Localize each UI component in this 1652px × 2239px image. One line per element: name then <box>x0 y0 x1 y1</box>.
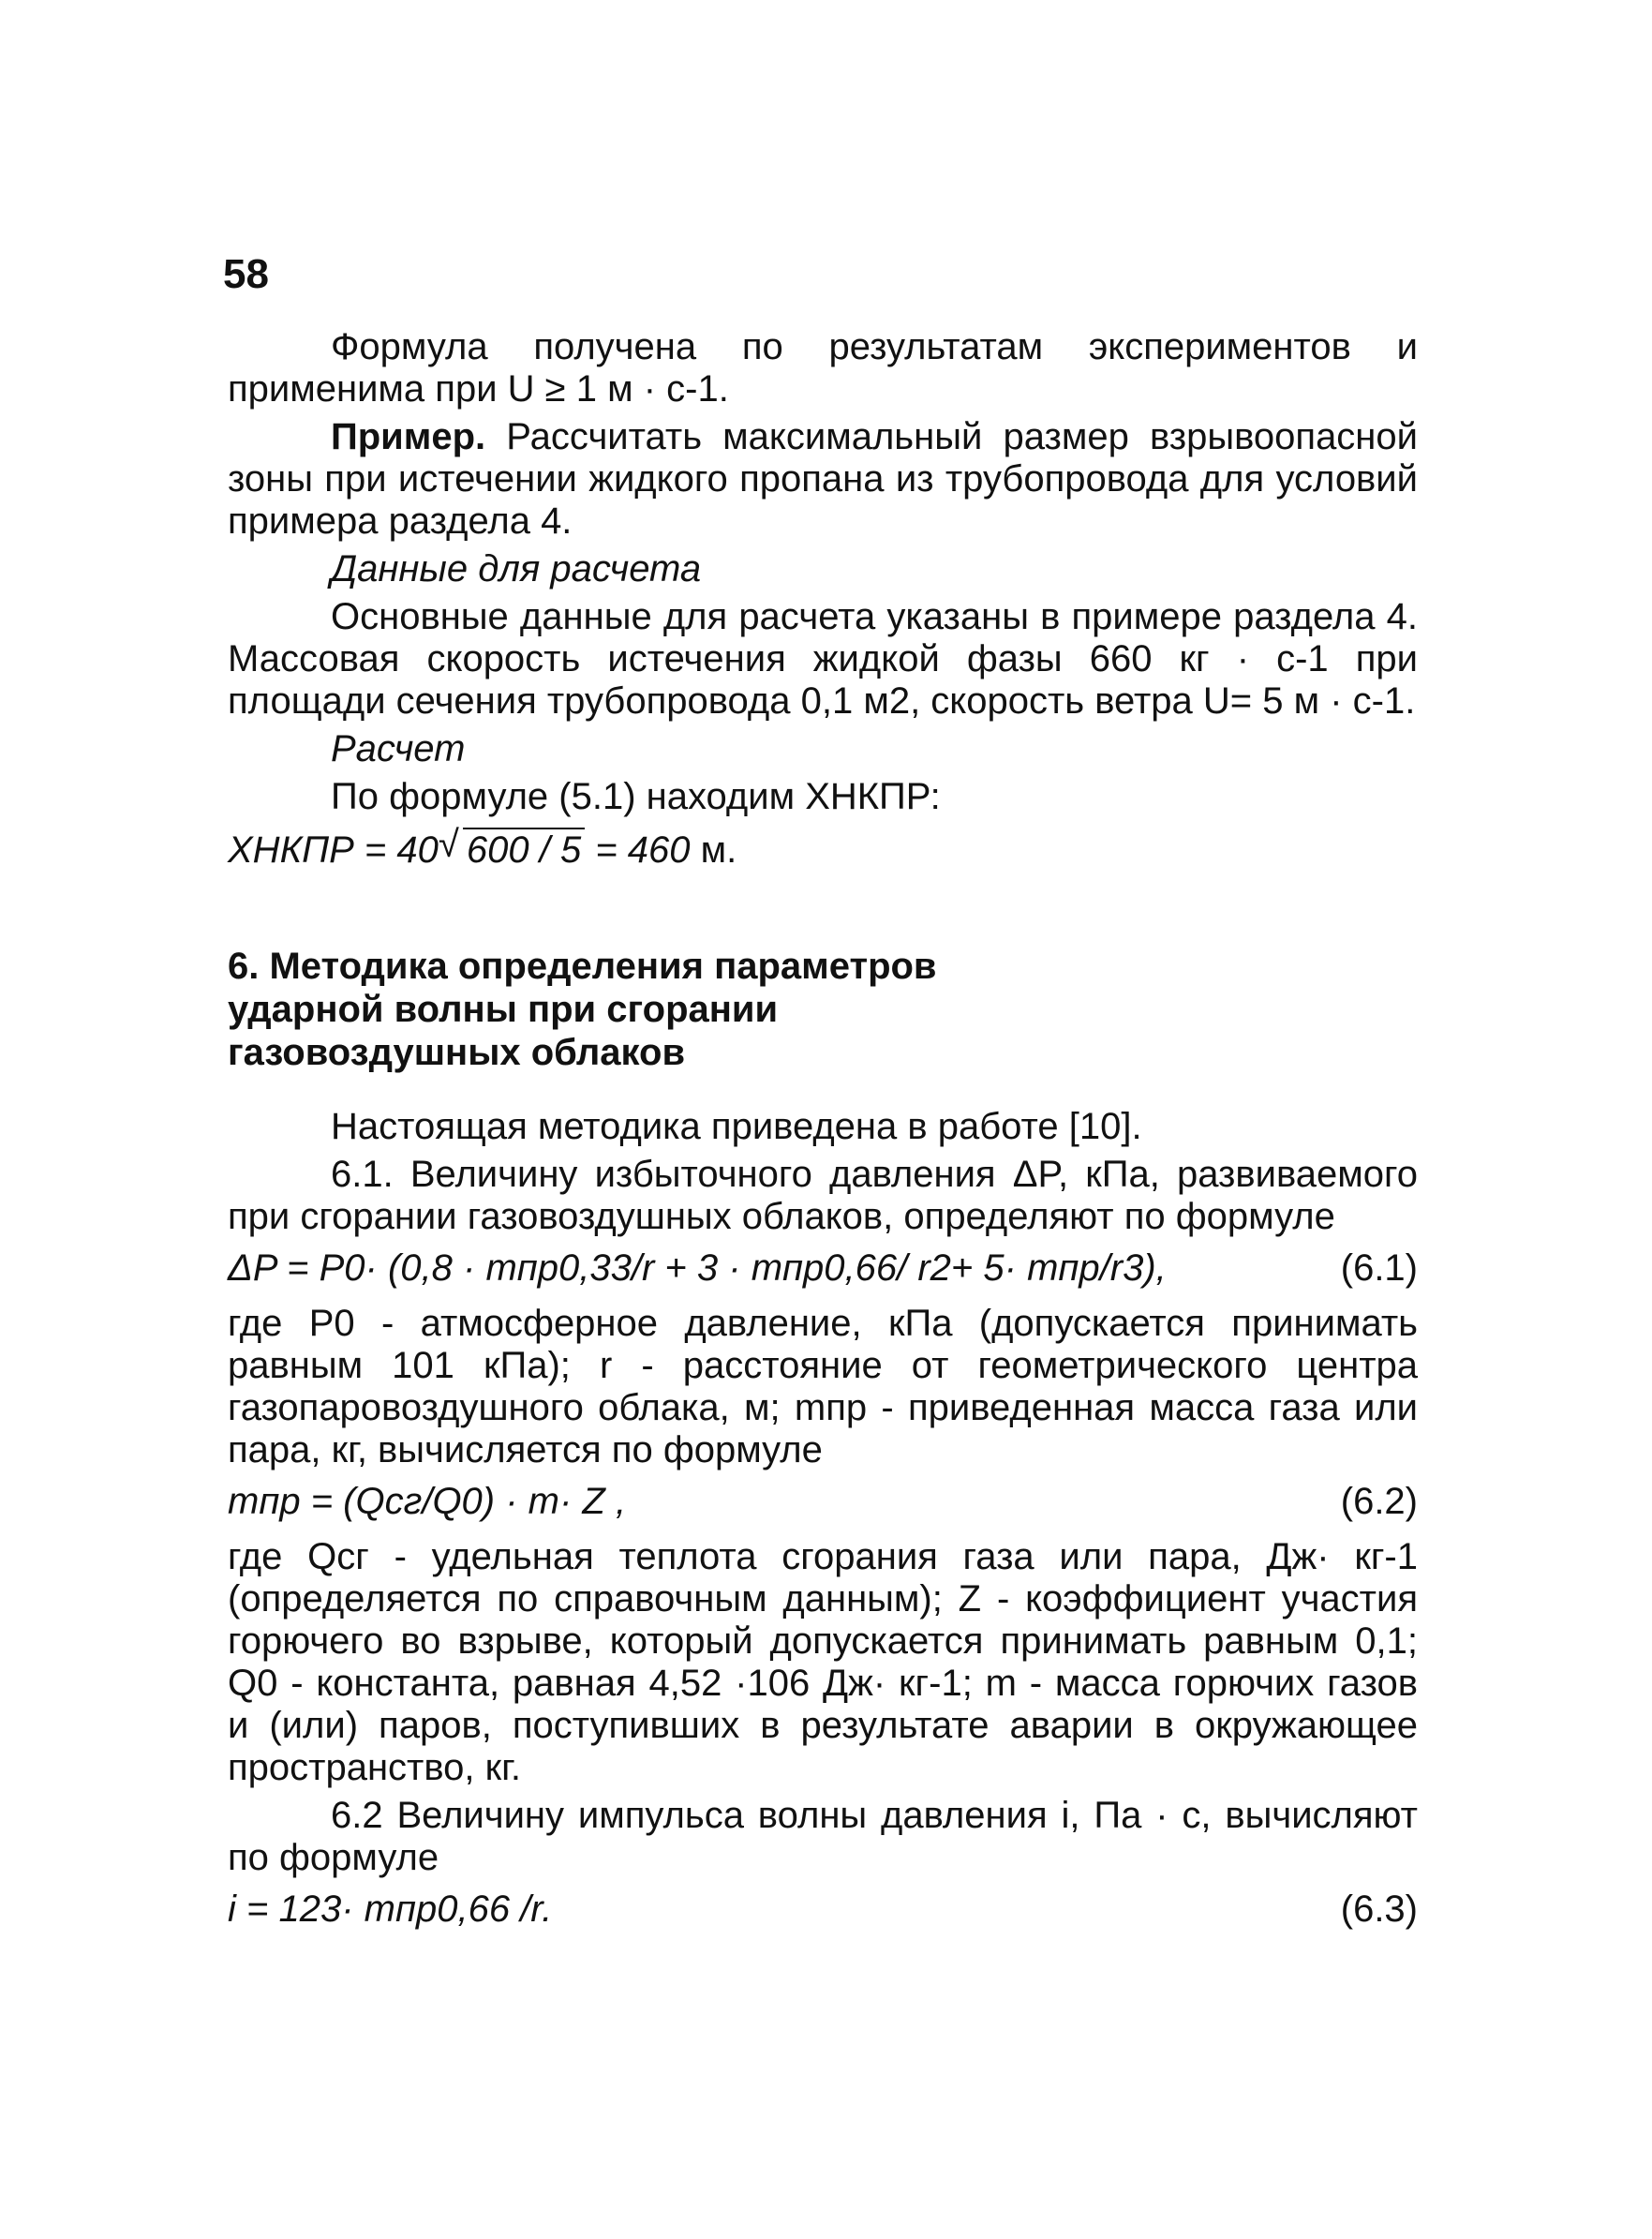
data-subheading: Данные для расчета <box>331 548 702 590</box>
intro-paragraph: Настоящая методика приведена в работе [10]. <box>331 1106 1142 1147</box>
calc-paragraph: По формуле (5.1) находим XНКПР: <box>331 776 941 817</box>
calc-formula-lhs: XНКПР = 40 <box>228 829 439 871</box>
calc-formula-rhs: = 460 <box>585 829 691 871</box>
formula-6-2 <box>228 1481 1418 1523</box>
page-number: 58 <box>223 251 269 297</box>
formula-6-1-number: (6.1) <box>1340 1247 1418 1289</box>
formula-6-3-expression: i = 123· mпр0,66 /r. <box>228 1888 553 1930</box>
data-paragraph: Основные данные для расчета указаны в примере раздела 4. Массовая скорость истечения жидкой фазы 660 кг · с-1 при площади сечения трубопровода 0,1 м2, скорость ветра U= 5 м · с-1. <box>228 596 1418 722</box>
calc-subheading: Расчет <box>331 728 466 769</box>
formula-6-1 <box>228 1247 1418 1290</box>
formula-6-2-number: (6.2) <box>1340 1481 1418 1522</box>
example-label: Пример. <box>331 416 486 457</box>
paragraph-6-1: 6.1. Величину избыточного давления ΔP, кПа, развиваемого при сгорании газовоздушных облаков, определяют по формуле <box>228 1154 1418 1237</box>
calc-formula <box>228 828 1418 872</box>
where-paragraph-6-2: где Qсг - удельная теплота сгорания газа или пара, Дж· кг-1 (определяется по справочным данным); Z - коэффициент участия горючего во взрыве, который допускается принимать равным 0,1; Q0 - константа, равная 4,52 ·106 Дж· кг-1; m - масса горючих газов и (или) паров, поступивших в результате аварии в окружающее пространство, кг. <box>228 1536 1418 1788</box>
section-heading-line1: 6. Методика определения параметров <box>228 946 937 987</box>
formula-6-3-number: (6.3) <box>1340 1888 1418 1930</box>
formula-6-2-expression: mпр = (Qсг/Q0) · m· Z , <box>228 1481 627 1522</box>
formula-6-3 <box>228 1888 1418 1931</box>
calc-formula-unit: м. <box>690 829 737 871</box>
formula-6-1-expression: ΔP = P0· (0,8 · mпр0,33/r + 3 · mпр0,66/ r2+ 5· mпр/r3), <box>228 1247 1167 1289</box>
example-paragraph <box>228 416 1418 543</box>
page-body <box>228 326 1418 1944</box>
section-heading-line3: газовоздушных облаков <box>228 1032 686 1073</box>
example-text: Рассчитать максимальный размер взрывоопасной зоны при истечении жидкого пропана из трубопровода для условий примера раздела 4. <box>228 416 1418 542</box>
paragraph-formula-applicability: Формула получена по результатам экспериментов и применима при U ≥ 1 м · с-1. <box>228 326 1418 410</box>
section-heading <box>228 945 1418 1074</box>
where-paragraph-6-1: где P0 - атмосферное давление, кПа (допускается принимать равным 101 кПа); r - расстояние от геометрического центра газопаровоздушного облака, м; mпр - приведенная масса газа или пара, кг, вычисляется по формуле <box>228 1303 1418 1470</box>
paragraph-6-2: 6.2 Величину импульса волны давления i, Па · с, вычисляют по формуле <box>228 1795 1418 1878</box>
square-root-radicand: √ 600 / 5 <box>463 828 585 872</box>
section-heading-line2: ударной волны при сгорании <box>228 989 779 1030</box>
